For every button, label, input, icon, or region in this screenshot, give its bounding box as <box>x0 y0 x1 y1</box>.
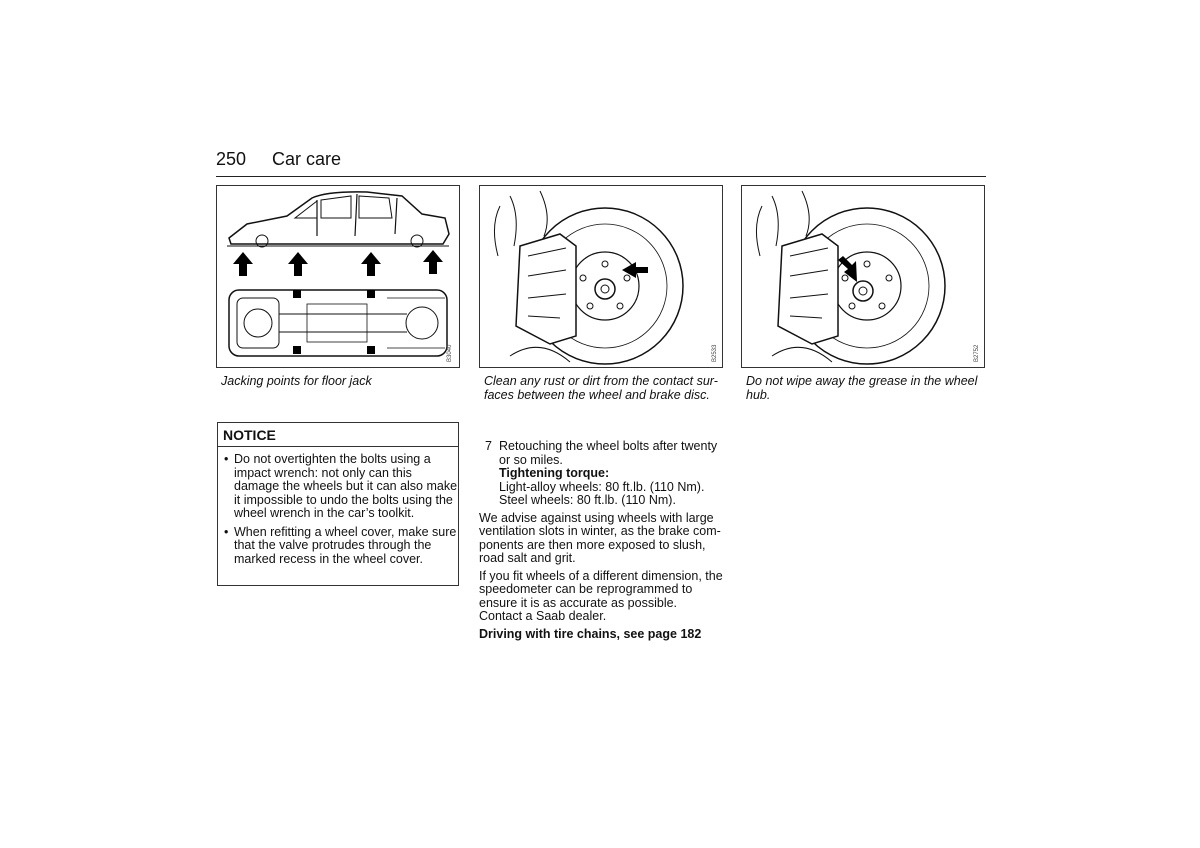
paragraph-speedometer: If you fit wheels of a different dimension, the speedometer can be reprogrammed to ensure it is as accurate as possible. Contact a Saab dealer. <box>479 568 723 623</box>
car-jacking-illustration <box>217 186 459 367</box>
step-item <box>479 440 723 508</box>
figure-code: B3040 <box>447 344 453 362</box>
body-text-column <box>479 440 723 641</box>
figure-caption: Do not wipe away the grease in the wheel hub. <box>746 374 978 402</box>
paragraph-winter-wheels: We advise against using wheels with large ventilation slots in winter, as the brake com-ponents are then more exposed to slush, road salt and grit. <box>479 510 721 565</box>
notice-title: NOTICE <box>218 423 458 447</box>
notice-item: • Do not overtighten the bolts using a impact wrench: not only can this damage the wheels but it can also make it impossible to undo the bolts using the wheel wrench in the car’s toolkit. <box>234 453 458 521</box>
wheel-hub-illustration <box>742 186 984 367</box>
page-number: 250 <box>216 149 247 169</box>
figure-brake-disc-contact <box>479 185 723 368</box>
torque-alloy: Light-alloy wheels: 80 ft.lb. (110 Nm). <box>499 479 705 494</box>
notice-item: • When refitting a wheel cover, make sure that the valve protrudes through the marked recess in the wheel cover. <box>234 526 458 567</box>
car-underside-outline <box>229 290 447 356</box>
figure-wheel-hub-grease <box>741 185 985 368</box>
brake-caliper <box>516 234 576 344</box>
step-text: Retouching the wheel bolts after twenty or so miles. <box>499 439 718 467</box>
step-content <box>499 440 723 508</box>
header-rule <box>216 176 986 177</box>
brake-disc-illustration <box>480 186 722 367</box>
figure-code: B2533 <box>712 344 718 362</box>
figure-code: B2752 <box>974 344 980 362</box>
figure-jacking-points <box>216 185 460 368</box>
tire-chains-reference: Driving with tire chains, see page 182 <box>479 626 702 641</box>
section-title: Car care <box>272 149 342 169</box>
torque-heading: Tightening torque: <box>499 466 610 480</box>
step-number: 7 <box>485 439 492 453</box>
notice-box <box>217 422 459 586</box>
jack-point-markers <box>293 290 375 354</box>
notice-list <box>218 453 458 566</box>
figure-caption: Jacking points for floor jack <box>221 374 372 388</box>
figure-caption: Clean any rust or dirt from the contact sur-faces between the wheel and brake disc. <box>484 374 718 402</box>
torque-steel: Steel wheels: 80 ft.lb. (110 Nm). <box>499 493 676 507</box>
brake-caliper <box>778 234 838 344</box>
arrow-icon <box>233 250 443 276</box>
